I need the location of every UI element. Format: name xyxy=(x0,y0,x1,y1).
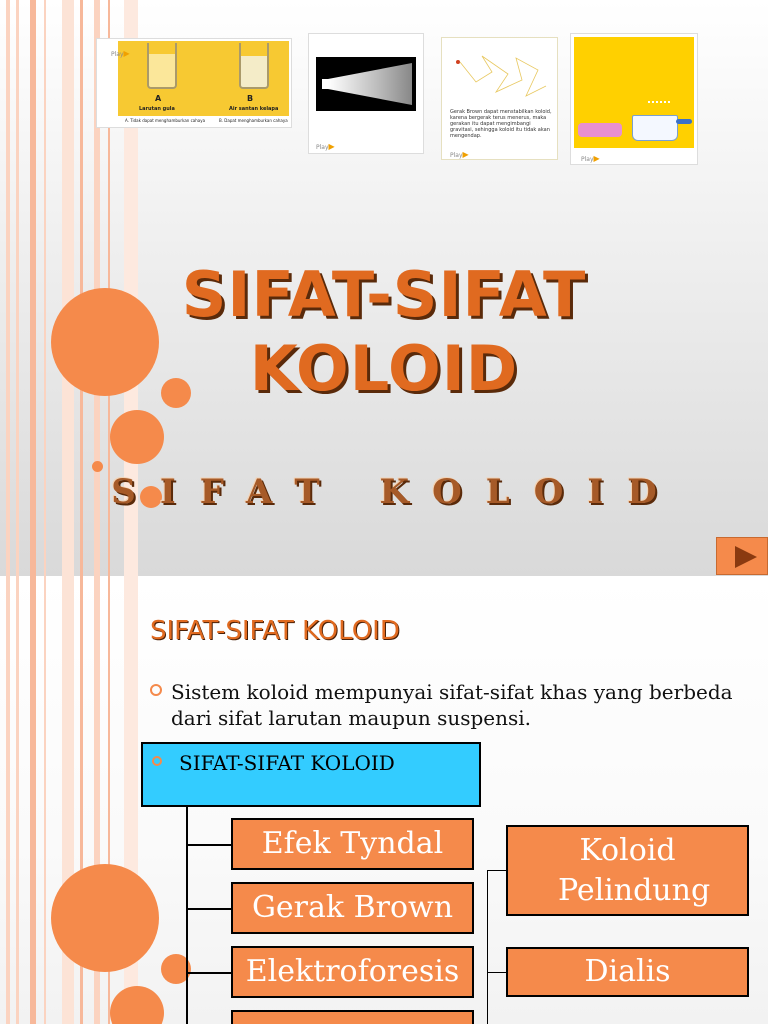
note-a: A. Tidak dapat menghamburkan cahaya xyxy=(125,118,206,123)
brownian-path-diagram xyxy=(452,44,552,104)
brownian-text: Gerak Brown dapat menstabilkan koloid, karena bergerak terus menerus, maka gerakan itu dapat mengimbangi gravitasi, sehingga koloid itu tidak akan mengendap. xyxy=(450,109,552,139)
pot-handle-icon xyxy=(676,119,692,124)
tree-connector xyxy=(186,972,232,974)
play-link[interactable] xyxy=(581,154,600,163)
steam-icon xyxy=(648,101,670,115)
decorative-circle-tiny xyxy=(92,461,103,472)
diagram-item-efek-tyndal xyxy=(231,818,474,870)
play-link[interactable] xyxy=(316,142,335,151)
slide-title-line-2: KOLOID xyxy=(249,332,519,405)
heating-pot-thumbnail[interactable] xyxy=(570,33,698,165)
decorative-circle-medium xyxy=(110,410,164,464)
play-icon: ▶ xyxy=(123,49,130,58)
brownian-motion-thumbnail[interactable] xyxy=(441,37,558,160)
tree-connector xyxy=(487,870,507,871)
pink-cloth-icon xyxy=(578,123,622,137)
next-slide-button[interactable] xyxy=(716,537,768,575)
play-label: Play xyxy=(316,144,329,151)
label-a: A xyxy=(155,94,162,103)
play-label: Play xyxy=(111,51,124,58)
diagram-root-label: SIFAT-SIFAT KOLOID xyxy=(179,751,395,775)
play-triangle-icon xyxy=(735,546,757,568)
slide-title: SIFAT-SIFAT KOLOID xyxy=(150,616,400,646)
play-link[interactable] xyxy=(450,150,469,159)
tree-connector xyxy=(487,972,507,973)
diagram-item-label: Gerak Brown xyxy=(251,890,454,925)
play-label: Play xyxy=(581,156,594,163)
play-icon: ▶ xyxy=(328,142,335,151)
slide-subtitle: SIFAT KOLOID xyxy=(111,472,681,512)
decorative-circle-large xyxy=(51,864,159,972)
diagram-root-box xyxy=(141,742,481,807)
diagram-item-label: Koloid Pelindung xyxy=(558,833,711,908)
diagram-item-label: Elektroforesis xyxy=(245,954,460,989)
caption-a: Larutan gula xyxy=(139,106,175,112)
bullet-icon xyxy=(150,684,162,696)
thumbnail-background xyxy=(574,37,694,148)
label-b: B xyxy=(247,94,254,103)
play-label: Play xyxy=(450,152,463,159)
diagram-item-label: Dialis xyxy=(584,954,671,989)
beaker-a-icon xyxy=(147,43,177,89)
bullet-text: Sistem koloid mempunyai sifat-sifat khas yang berbeda dari sifat larutan maupun suspensi. xyxy=(171,680,733,730)
pot-icon xyxy=(632,115,678,141)
beaker-b-icon xyxy=(239,43,269,89)
diagram-item-dialis xyxy=(506,947,749,997)
light-beam-thumbnail[interactable] xyxy=(308,33,424,154)
tyndall-thumbnail[interactable] xyxy=(96,38,292,128)
diagram-item-label: Efek Tyndal xyxy=(261,826,444,861)
play-icon: ▶ xyxy=(462,150,469,159)
diagram-item-elektroforesis xyxy=(231,946,474,998)
note-b: B. Dapat menghamburkan cahaya xyxy=(219,118,288,123)
diagram-item-koloid-pelindung xyxy=(506,825,749,916)
content-slide xyxy=(0,576,768,1024)
light-beam-image xyxy=(316,57,416,111)
play-icon: ▶ xyxy=(593,154,600,163)
caption-b: Air santan kelapa xyxy=(229,106,279,112)
tree-connector xyxy=(186,805,188,1024)
tree-connector xyxy=(186,844,232,846)
tree-connector xyxy=(487,870,488,1024)
play-link[interactable] xyxy=(111,49,130,58)
diagram-item-partial xyxy=(231,1010,474,1024)
slide-title-line-1: SIFAT-SIFAT xyxy=(181,258,587,331)
tree-connector xyxy=(186,908,232,910)
bullet-icon xyxy=(152,756,162,766)
diagram-item-gerak-brown xyxy=(231,882,474,934)
